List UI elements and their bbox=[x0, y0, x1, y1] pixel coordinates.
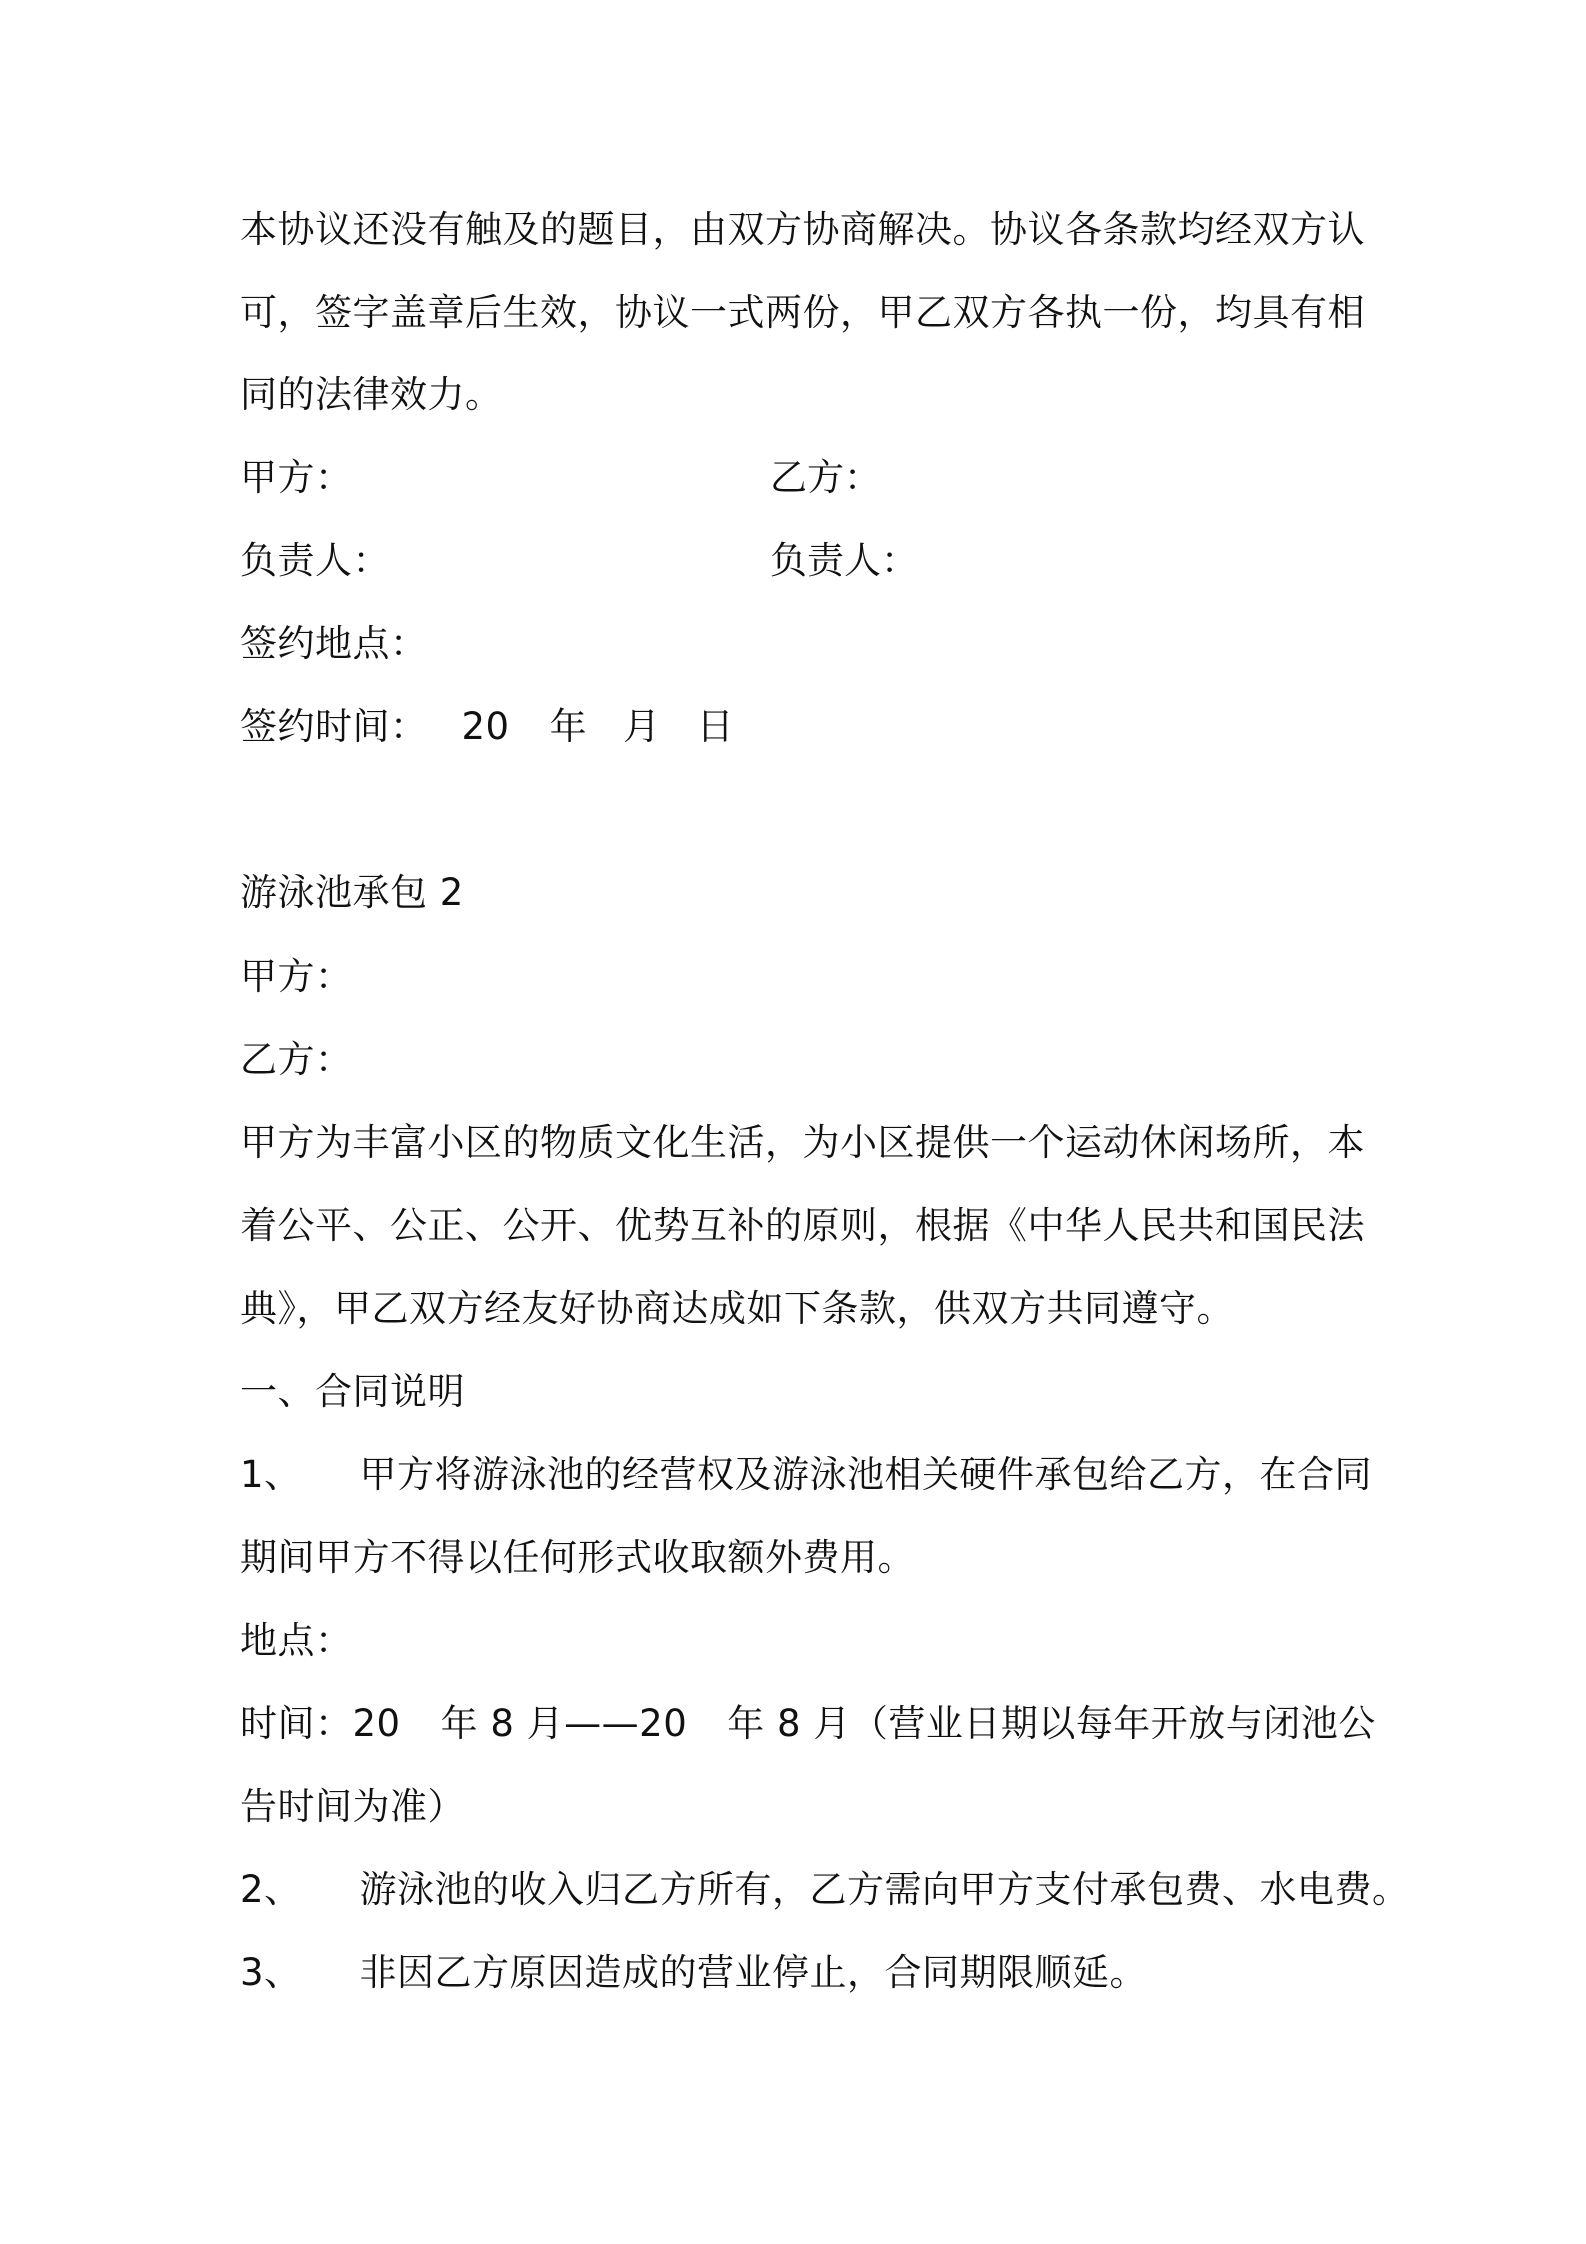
item-1-text: 甲方将游泳池的经营权及游泳池相关硬件承包给乙方，在合同 bbox=[359, 1453, 1373, 1496]
contract2-item-1 bbox=[240, 1453, 1372, 1497]
closing-line-1: 本协议还没有触及的题目，由双方协商解决。协议各条款均经双方认 bbox=[240, 208, 1365, 251]
signature-time-month: 月 bbox=[623, 705, 661, 748]
contract2-party-b: 乙方： bbox=[240, 1038, 353, 1081]
contract2-item-3 bbox=[240, 1951, 1147, 1995]
contract2-intro-line-2: 着公平、公正、公开、优势互补的原则，根据《中华人民共和国民法 bbox=[240, 1204, 1365, 1247]
contract2-section-1-heading: 一、合同说明 bbox=[240, 1370, 465, 1413]
item-3-number: 3、 bbox=[240, 1951, 302, 1994]
item-2-number: 2、 bbox=[240, 1868, 302, 1911]
signature-rep-a: 负责人： bbox=[240, 539, 390, 582]
signature-party-b: 乙方： bbox=[770, 456, 881, 499]
signature-time-day: 日 bbox=[696, 705, 735, 748]
item-2-text: 游泳池的收入归乙方所有，乙方需向甲方支付承包费、水电费。 bbox=[359, 1868, 1410, 1911]
signature-time-year-prefix: 20 bbox=[461, 705, 510, 748]
signature-party-a: 甲方： bbox=[240, 456, 353, 499]
contract2-time-line-2: 告时间为准） bbox=[240, 1785, 465, 1828]
closing-line-2: 可，签字盖章后生效，协议一式两份，甲乙双方各执一份，均具有相 bbox=[240, 291, 1365, 334]
time-part-a: 时间：20 bbox=[240, 1702, 401, 1745]
item-3-text: 非因乙方原因造成的营业停止，合同期限顺延。 bbox=[359, 1951, 1148, 1994]
contract2-title: 游泳池承包 2 bbox=[240, 871, 464, 914]
contract2-item-1-cont: 期间甲方不得以任何形式收取额外费用。 bbox=[240, 1536, 915, 1579]
time-part-c: 年 8 月（营业日期以每年开放与闭池公 bbox=[727, 1702, 1376, 1745]
contract2-item-2 bbox=[240, 1868, 1410, 1912]
signature-time bbox=[240, 705, 734, 749]
contract2-intro-line-1: 甲方为丰富小区的物质文化生活，为小区提供一个运动休闲场所，本 bbox=[240, 1121, 1365, 1164]
contract2-party-a: 甲方： bbox=[240, 955, 353, 998]
contract2-time-line-1 bbox=[240, 1702, 1376, 1746]
closing-line-3: 同的法律效力。 bbox=[240, 373, 503, 416]
time-part-b: 年 8 月——20 bbox=[440, 1702, 688, 1745]
contract2-place: 地点： bbox=[240, 1619, 353, 1662]
contract2-intro-line-3: 典》，甲乙双方经友好协商达成如下条款，供双方共同遵守。 bbox=[240, 1287, 1234, 1330]
signature-rep-b: 负责人： bbox=[770, 539, 918, 582]
signature-time-label: 签约时间： bbox=[240, 705, 428, 748]
signature-time-year: 年 bbox=[549, 705, 588, 748]
item-1-number: 1、 bbox=[240, 1453, 302, 1496]
signature-place: 签约地点： bbox=[240, 622, 428, 665]
